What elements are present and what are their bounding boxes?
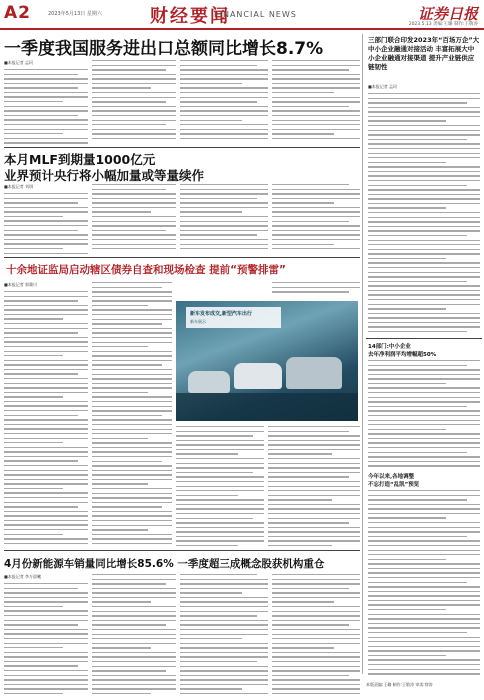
article-body [92,184,176,254]
sidebar-story [368,36,480,76]
section-english: FINANCIAL NEWS [214,10,297,19]
article-body [4,282,88,546]
section-rule [4,550,360,551]
byline: ■本报记者 孟珂 [368,84,398,89]
article-body [272,184,360,254]
article-body [92,60,176,144]
sidebar-subhead: 去年净利润平均增幅超50% [368,352,437,358]
article-body [180,574,268,696]
sidebar-rule [366,338,482,339]
article-body [268,426,360,546]
article-body [4,574,88,696]
section-rule [4,147,360,148]
sidebar-subhead: 不忘打造“乱凯”预览 [368,482,420,488]
masthead [0,0,484,30]
byline: ■本报记者 刘琪 [4,184,34,189]
byline: ■本报记者 孟珂 [4,60,34,65]
byline: ■本报记者 郭冀川 [4,282,38,287]
byline: ■本报记者 李万晨曦 [4,574,42,579]
article-body [4,184,88,254]
article-body [272,574,360,696]
editor-meta: 2023.5.13 责编:王璐 制作:王敬涛 [408,22,478,27]
sidebar-subhead: 今年以来,各地调整 [368,474,415,480]
sidebar-subhead: 14部门:中小企业 [368,344,411,350]
sidebar-divider [362,34,363,674]
news-photo [176,301,358,421]
sidebar-body [368,84,480,334]
page-number: A2 [4,3,31,23]
article-body [180,60,268,144]
article-body [4,60,88,144]
masthead-rule [0,28,484,30]
issue-date: 2023年5月13日 星期六 [48,11,102,17]
page-footer: 本版责编:王璐 制作:王敬涛 审读:徐涛 [366,682,433,687]
headline-mlf-sub: 业界预计央行将小幅加量或等量续作 [4,168,205,183]
article-body [92,282,172,546]
section-title: 财经要闻 [150,6,230,27]
article-body [176,426,264,546]
sidebar-headline: 三部门联合印发2023年“百场万企”大中小企业融通对接活动 丰富拓展大中小企业融通对接渠道 提升产业链供应链韧性 [368,36,480,71]
photo-banner [186,307,281,328]
headline-mlf: 本月MLF到期量1000亿元 [4,152,156,167]
headline-ev-sales: 4月份新能源车销量同比增长85.6% 一季度超三成概念股获机构重仓 [4,558,325,570]
article-body [272,282,360,298]
photo-banner-sub: 新车展示 [190,319,206,324]
sidebar-body [368,490,480,676]
article-body [92,574,176,696]
headline-bond-inspection: 十余地证监局启动辖区债券自查和现场检查 提前“预警排雷” [6,264,286,276]
headline-services-trade: 一季度我国服务进出口总额同比增长8.7% [4,39,324,59]
section-rule [4,257,360,258]
article-body [180,184,268,254]
newspaper-logo: 证券日报 [417,5,478,23]
sidebar-body [368,360,480,470]
article-body [272,60,360,144]
photo-banner-title: 新车发布成交,新型汽车出行 [190,311,252,317]
